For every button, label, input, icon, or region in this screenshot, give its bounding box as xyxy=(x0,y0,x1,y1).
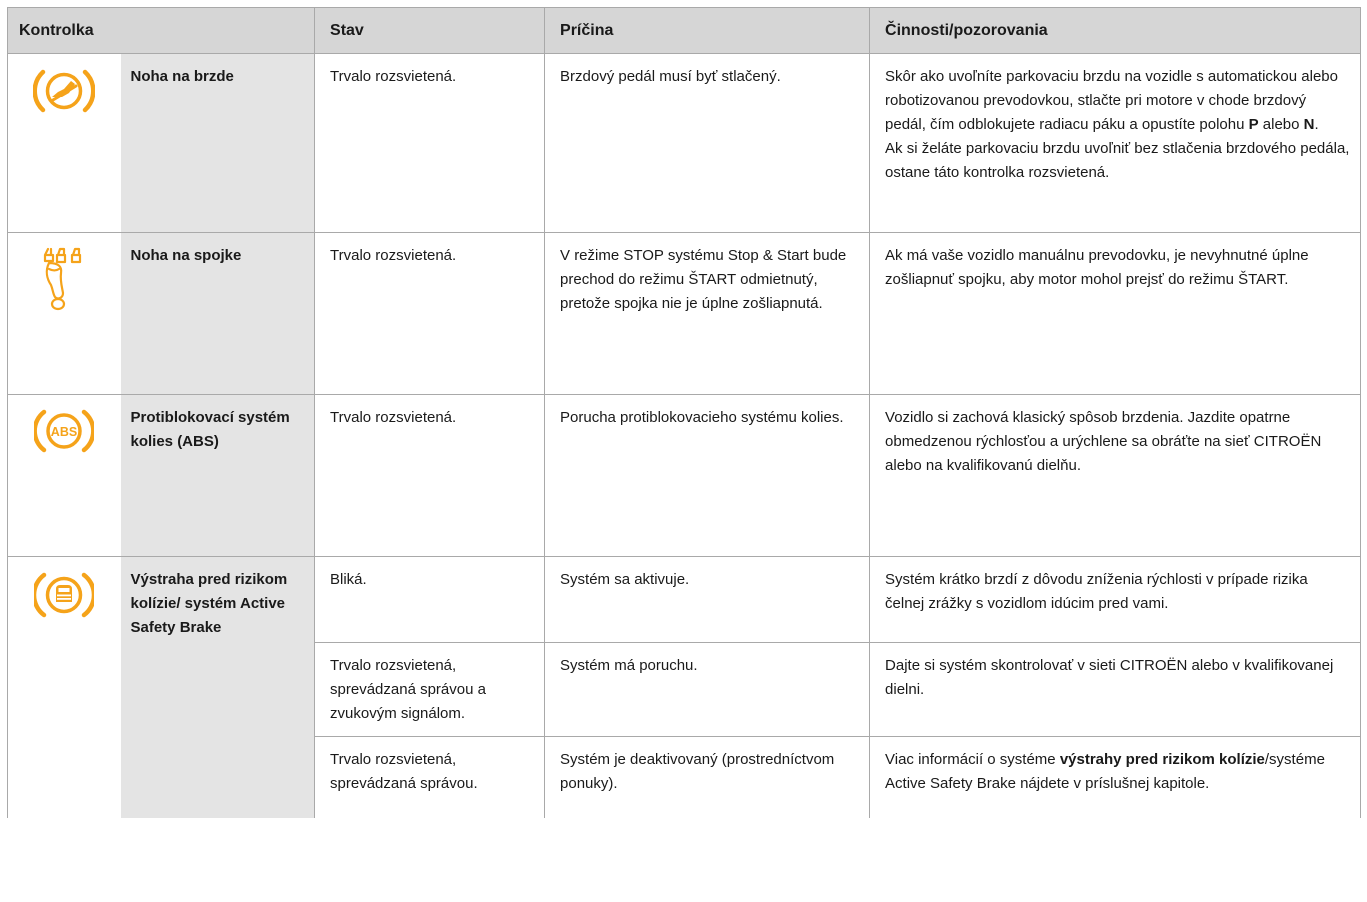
warning-lights-table xyxy=(7,7,1361,818)
table-row xyxy=(8,395,1361,557)
warning-light-cell xyxy=(8,233,121,395)
pricina-cell: Systém má poruchu. xyxy=(545,643,870,737)
cinnosti-cell: Skôr ako uvoľníte parkovaciu brzdu na vozidle s automatickou alebo robotizovanou prevodovkou, stlačte pri motore v chode brzdový pedál, čím odblokujete radiacu páku a opustíte polohu P alebo N. Ak si želáte parkovaciu brzdu uvoľniť bez stlačenia brzdového pedála, ostane táto kontrolka rozsvietená. xyxy=(870,54,1361,233)
warning-light-cell xyxy=(8,54,121,233)
warning-light-name: Výstraha pred rizikom kolízie/ systém Active Safety Brake xyxy=(121,557,315,819)
foot-on-brake-icon xyxy=(8,66,121,116)
header-stav: Stav xyxy=(315,8,545,54)
header-cinnosti: Činnosti/pozorovania xyxy=(870,8,1361,54)
svg-text:ABS: ABS xyxy=(51,425,78,439)
warning-light-cell xyxy=(8,395,121,557)
header-kontrolka: Kontrolka xyxy=(8,8,315,54)
header-pricina: Príčina xyxy=(545,8,870,54)
stav-cell: Bliká. xyxy=(315,557,545,643)
abs-icon xyxy=(8,407,121,455)
pricina-cell: Systém je deaktivovaný (prostredníctvom ponuky). xyxy=(545,737,870,819)
stav-cell: Trvalo rozsvietená. xyxy=(315,395,545,557)
table-row xyxy=(8,233,1361,395)
cinnosti-cell: Ak má vaše vozidlo manuálnu prevodovku, je nevyhnutné úplne zošliapnuť spojku, aby motor mohol prejsť do režimu ŠTART. xyxy=(870,233,1361,395)
warning-light-name: Protiblokovací systém kolies (ABS) xyxy=(121,395,315,557)
table-header-row xyxy=(8,8,1361,54)
stav-cell: Trvalo rozsvietená. xyxy=(315,54,545,233)
pricina-cell: Porucha protiblokovacieho systému kolies. xyxy=(545,395,870,557)
table-row xyxy=(8,54,1361,233)
cinnosti-cell: Viac informácií o systéme výstrahy pred rizikom kolízie/systéme Active Safety Brake nájdete v príslušnej kapitole. xyxy=(870,737,1361,819)
table-row xyxy=(8,557,1361,643)
warning-light-name: Noha na spojke xyxy=(121,233,315,395)
warning-light-name: Noha na brzde xyxy=(121,54,315,233)
stav-cell: Trvalo rozsvietená, sprevádzaná správou. xyxy=(315,737,545,819)
stav-cell: Trvalo rozsvietená. xyxy=(315,233,545,395)
foot-on-clutch-icon xyxy=(8,245,121,311)
stav-cell: Trvalo rozsvietená, sprevádzaná správou a zvukovým signálom. xyxy=(315,643,545,737)
collision-warning-icon xyxy=(8,569,121,621)
cinnosti-cell: Dajte si systém skontrolovať v sieti CITROËN alebo v kvalifikovanej dielni. xyxy=(870,643,1361,737)
warning-light-cell xyxy=(8,557,121,819)
pricina-cell: Systém sa aktivuje. xyxy=(545,557,870,643)
pricina-cell: Brzdový pedál musí byť stlačený. xyxy=(545,54,870,233)
cinnosti-cell: Systém krátko brzdí z dôvodu zníženia rýchlosti v prípade rizika čelnej zrážky s vozidlom idúcim pred vami. xyxy=(870,557,1361,643)
cinnosti-cell: Vozidlo si zachová klasický spôsob brzdenia. Jazdite opatrne obmedzenou rýchlosťou a urýchlene sa obráťte na sieť CITROËN alebo na kvalifikovanú dielňu. xyxy=(870,395,1361,557)
pricina-cell: V režime STOP systému Stop & Start bude prechod do režimu ŠTART odmietnutý, pretože spojka nie je úplne zošliapnutá. xyxy=(545,233,870,395)
